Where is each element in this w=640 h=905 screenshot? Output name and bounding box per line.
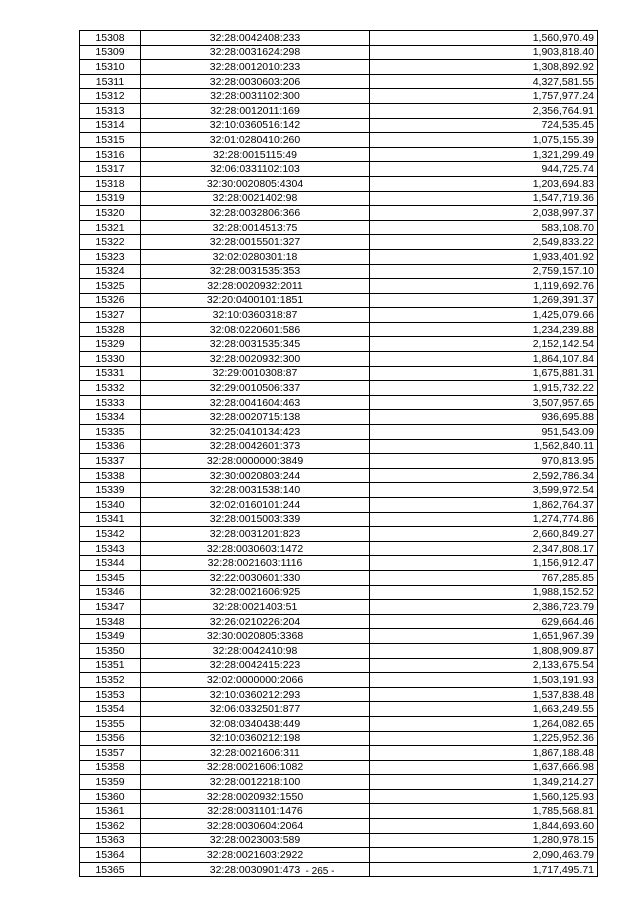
row-number-cell: 15339 — [80, 483, 141, 498]
table-row — [80, 789, 598, 804]
cadastral-value-cell: 583,108.70 — [370, 220, 598, 235]
table-row — [80, 103, 598, 118]
cadastral-number-cell: 32:28:0042601:373 — [141, 439, 370, 454]
row-number-cell: 15334 — [80, 410, 141, 425]
table-row — [80, 45, 598, 60]
table-row — [80, 804, 598, 819]
row-number-cell: 15322 — [80, 235, 141, 250]
table-row — [80, 31, 598, 46]
row-number-cell: 15328 — [80, 322, 141, 337]
table-row — [80, 760, 598, 775]
cadastral-value-cell: 1,915,732.22 — [370, 381, 598, 396]
cadastral-number-cell: 32:06:0332501:877 — [141, 702, 370, 717]
row-number-cell: 15341 — [80, 512, 141, 527]
cadastral-number-cell: 32:08:0220601:586 — [141, 322, 370, 337]
cadastral-value-cell: 970,813.95 — [370, 454, 598, 469]
cadastral-number-cell: 32:20:0400101:1851 — [141, 293, 370, 308]
row-number-cell: 15320 — [80, 206, 141, 221]
cadastral-number-cell: 32:28:0020932:2011 — [141, 279, 370, 294]
row-number-cell: 15342 — [80, 527, 141, 542]
row-number-cell: 15311 — [80, 74, 141, 89]
table-row — [80, 556, 598, 571]
cadastral-value-cell: 2,759,157.10 — [370, 264, 598, 279]
row-number-cell: 15356 — [80, 731, 141, 746]
cadastral-number-cell: 32:28:0023003:589 — [141, 833, 370, 848]
table-row — [80, 133, 598, 148]
table-row — [80, 425, 598, 440]
table-row — [80, 512, 598, 527]
cadastral-value-cell: 724,535.45 — [370, 118, 598, 133]
row-number-cell: 15331 — [80, 366, 141, 381]
row-number-cell: 15316 — [80, 147, 141, 162]
table-row — [80, 249, 598, 264]
table-row — [80, 819, 598, 834]
row-number-cell: 15350 — [80, 643, 141, 658]
cadastral-number-cell: 32:10:0360318:87 — [141, 308, 370, 323]
cadastral-number-cell: 32:28:0030604:2064 — [141, 819, 370, 834]
table-row — [80, 366, 598, 381]
cadastral-value-cell: 1,203,694.83 — [370, 176, 598, 191]
cadastral-value-cell: 1,663,249.55 — [370, 702, 598, 717]
cadastral-value-cell: 1,637,666.98 — [370, 760, 598, 775]
table-row — [80, 483, 598, 498]
row-number-cell: 15312 — [80, 89, 141, 104]
cadastral-number-cell: 32:28:0042410:98 — [141, 643, 370, 658]
table-row — [80, 527, 598, 542]
table-row — [80, 833, 598, 848]
cadastral-number-cell: 32:28:0031538:140 — [141, 483, 370, 498]
cadastral-number-cell: 32:30:0020805:4304 — [141, 176, 370, 191]
cadastral-number-cell: 32:28:0021603:1116 — [141, 556, 370, 571]
cadastral-value-cell: 2,592,786.34 — [370, 468, 598, 483]
cadastral-value-cell: 1,560,125.93 — [370, 789, 598, 804]
row-number-cell: 15310 — [80, 60, 141, 75]
table-row — [80, 600, 598, 615]
table-row — [80, 322, 598, 337]
row-number-cell: 15344 — [80, 556, 141, 571]
row-number-cell: 15338 — [80, 468, 141, 483]
table-row — [80, 337, 598, 352]
row-number-cell: 15359 — [80, 775, 141, 790]
row-number-cell: 15326 — [80, 293, 141, 308]
row-number-cell: 15357 — [80, 746, 141, 761]
cadastral-value-cell: 1,675,881.31 — [370, 366, 598, 381]
row-number-cell: 15324 — [80, 264, 141, 279]
cadastral-number-cell: 32:28:0031102:300 — [141, 89, 370, 104]
cadastral-value-cell: 1,503,191.93 — [370, 673, 598, 688]
row-number-cell: 15354 — [80, 702, 141, 717]
row-number-cell: 15335 — [80, 425, 141, 440]
cadastral-value-cell: 1,349,214.27 — [370, 775, 598, 790]
cadastral-value-cell: 2,660,849.27 — [370, 527, 598, 542]
table-row — [80, 118, 598, 133]
row-number-cell: 15313 — [80, 103, 141, 118]
cadastral-value-cell: 936,695.88 — [370, 410, 598, 425]
cadastral-number-cell: 32:28:0032806:366 — [141, 206, 370, 221]
cadastral-number-cell: 32:28:0031201:823 — [141, 527, 370, 542]
row-number-cell: 15351 — [80, 658, 141, 673]
table-row — [80, 629, 598, 644]
cadastral-number-cell: 32:28:0021402:98 — [141, 191, 370, 206]
cadastral-number-cell: 32:02:0160101:244 — [141, 498, 370, 513]
cadastral-number-cell: 32:28:0020932:1550 — [141, 789, 370, 804]
cadastral-value-cell: 1,560,970.49 — [370, 31, 598, 46]
cadastral-number-cell: 32:28:0021606:1082 — [141, 760, 370, 775]
row-number-cell: 15336 — [80, 439, 141, 454]
cadastral-number-cell: 32:28:0020715:138 — [141, 410, 370, 425]
table-row — [80, 673, 598, 688]
cadastral-number-cell: 32:29:0010308:87 — [141, 366, 370, 381]
table-row — [80, 643, 598, 658]
cadastral-number-cell: 32:10:0360516:142 — [141, 118, 370, 133]
row-number-cell: 15333 — [80, 395, 141, 410]
table-row — [80, 687, 598, 702]
row-number-cell: 15343 — [80, 541, 141, 556]
table-row — [80, 454, 598, 469]
table-row — [80, 60, 598, 75]
cadastral-value-cell: 2,090,463.79 — [370, 848, 598, 863]
cadastral-number-cell: 32:10:0360212:198 — [141, 731, 370, 746]
table-row — [80, 191, 598, 206]
table-row — [80, 381, 598, 396]
cadastral-number-cell: 32:30:0020805:3368 — [141, 629, 370, 644]
cadastral-value-cell: 1,280,978.15 — [370, 833, 598, 848]
cadastral-number-cell: 32:28:0021606:925 — [141, 585, 370, 600]
cadastral-number-cell: 32:28:0012011:169 — [141, 103, 370, 118]
table-row — [80, 848, 598, 863]
cadastral-number-cell: 32:02:0000000:2066 — [141, 673, 370, 688]
cadastral-number-cell: 32:28:0015115:49 — [141, 147, 370, 162]
table-body — [80, 31, 598, 877]
row-number-cell: 15323 — [80, 249, 141, 264]
cadastral-value-cell: 1,234,239.88 — [370, 322, 598, 337]
cadastral-number-cell: 32:28:0031535:345 — [141, 337, 370, 352]
cadastral-value-cell: 1,903,818.40 — [370, 45, 598, 60]
cadastral-value-cell: 944,725.74 — [370, 162, 598, 177]
table-row — [80, 498, 598, 513]
registry-sheet — [79, 30, 598, 877]
cadastral-number-cell: 32:28:0021403:51 — [141, 600, 370, 615]
cadastral-number-cell: 32:22:0030601:330 — [141, 570, 370, 585]
row-number-cell: 15355 — [80, 716, 141, 731]
cadastral-value-cell: 1,308,892.92 — [370, 60, 598, 75]
table-row — [80, 439, 598, 454]
cadastral-value-cell: 1,808,909.87 — [370, 643, 598, 658]
cadastral-number-cell: 32:28:0030603:1472 — [141, 541, 370, 556]
cadastral-number-cell: 32:28:0042415:223 — [141, 658, 370, 673]
cadastral-number-cell: 32:28:0031101:1476 — [141, 804, 370, 819]
cadastral-value-cell: 2,038,997.37 — [370, 206, 598, 221]
row-number-cell: 15364 — [80, 848, 141, 863]
row-number-cell: 15321 — [80, 220, 141, 235]
cadastral-value-cell: 1,785,568.81 — [370, 804, 598, 819]
cadastral-number-cell: 32:28:0031535:353 — [141, 264, 370, 279]
row-number-cell: 15330 — [80, 352, 141, 367]
table-row — [80, 74, 598, 89]
table-row — [80, 264, 598, 279]
row-number-cell: 15309 — [80, 45, 141, 60]
row-number-cell: 15353 — [80, 687, 141, 702]
row-number-cell: 15332 — [80, 381, 141, 396]
cadastral-number-cell: 32:26:0210226:204 — [141, 614, 370, 629]
cadastral-number-cell: 32:28:0031624:298 — [141, 45, 370, 60]
cadastral-number-cell: 32:28:0041604:463 — [141, 395, 370, 410]
table-row — [80, 570, 598, 585]
row-number-cell: 15346 — [80, 585, 141, 600]
cadastral-value-cell: 1,844,693.60 — [370, 819, 598, 834]
cadastral-number-cell: 32:28:0015003:339 — [141, 512, 370, 527]
table-row — [80, 308, 598, 323]
table-row — [80, 614, 598, 629]
cadastral-number-cell: 32:28:0021603:2922 — [141, 848, 370, 863]
table-row — [80, 775, 598, 790]
table-row — [80, 541, 598, 556]
cadastral-number-cell: 32:28:0012010:233 — [141, 60, 370, 75]
cadastral-value-cell: 2,152,142.54 — [370, 337, 598, 352]
page-number: - 265 - — [305, 866, 335, 877]
cadastral-value-cell: 2,133,675.54 — [370, 658, 598, 673]
cadastral-value-cell: 1,562,840.11 — [370, 439, 598, 454]
row-number-cell: 15329 — [80, 337, 141, 352]
cadastral-value-cell: 1,867,188.48 — [370, 746, 598, 761]
cadastral-value-cell: 2,386,723.79 — [370, 600, 598, 615]
table-row — [80, 410, 598, 425]
row-number-cell: 15347 — [80, 600, 141, 615]
table-row — [80, 220, 598, 235]
cadastral-number-cell: 32:10:0360212:293 — [141, 687, 370, 702]
cadastral-number-cell: 32:28:0030901:473 — [141, 862, 370, 877]
cadastral-number-cell: 32:28:0020932:300 — [141, 352, 370, 367]
cadastral-value-cell: 1,425,079.66 — [370, 308, 598, 323]
table-row — [80, 147, 598, 162]
row-number-cell: 15340 — [80, 498, 141, 513]
cadastral-value-table — [79, 30, 598, 877]
row-number-cell: 15308 — [80, 31, 141, 46]
cadastral-value-cell: 2,549,833.22 — [370, 235, 598, 250]
table-row — [80, 176, 598, 191]
row-number-cell: 15318 — [80, 176, 141, 191]
cadastral-value-cell: 1,547,719.36 — [370, 191, 598, 206]
cadastral-number-cell: 32:06:0331102:103 — [141, 162, 370, 177]
cadastral-value-cell: 4,327,581.55 — [370, 74, 598, 89]
cadastral-value-cell: 1,264,082.65 — [370, 716, 598, 731]
cadastral-value-cell: 2,356,764.91 — [370, 103, 598, 118]
cadastral-value-cell: 1,537,838.48 — [370, 687, 598, 702]
cadastral-value-cell: 951,543.09 — [370, 425, 598, 440]
cadastral-value-cell: 1,321,299.49 — [370, 147, 598, 162]
cadastral-value-cell: 3,599,972.54 — [370, 483, 598, 498]
table-row — [80, 702, 598, 717]
table-row — [80, 235, 598, 250]
row-number-cell: 15317 — [80, 162, 141, 177]
cadastral-value-cell: 1,156,912.47 — [370, 556, 598, 571]
row-number-cell: 15363 — [80, 833, 141, 848]
cadastral-value-cell: 767,285.85 — [370, 570, 598, 585]
cadastral-number-cell: 32:28:0000000:3849 — [141, 454, 370, 469]
table-row — [80, 293, 598, 308]
row-number-cell: 15365 — [80, 862, 141, 877]
table-row — [80, 658, 598, 673]
table-row — [80, 352, 598, 367]
row-number-cell: 15352 — [80, 673, 141, 688]
table-row — [80, 716, 598, 731]
row-number-cell: 15315 — [80, 133, 141, 148]
cadastral-number-cell: 32:28:0015501:327 — [141, 235, 370, 250]
cadastral-value-cell: 1,988,152.52 — [370, 585, 598, 600]
cadastral-value-cell: 1,269,391.37 — [370, 293, 598, 308]
cadastral-value-cell: 1,864,107.84 — [370, 352, 598, 367]
table-row — [80, 279, 598, 294]
row-number-cell: 15360 — [80, 789, 141, 804]
table-row — [80, 746, 598, 761]
row-number-cell: 15348 — [80, 614, 141, 629]
cadastral-number-cell: 32:08:0340438:449 — [141, 716, 370, 731]
cadastral-value-cell: 1,075,155.39 — [370, 133, 598, 148]
cadastral-value-cell: 1,862,764.37 — [370, 498, 598, 513]
cadastral-number-cell: 32:30:0020803:244 — [141, 468, 370, 483]
cadastral-value-cell: 1,274,774.86 — [370, 512, 598, 527]
cadastral-value-cell: 3,507,957.65 — [370, 395, 598, 410]
row-number-cell: 15325 — [80, 279, 141, 294]
cadastral-number-cell: 32:01:0280410:260 — [141, 133, 370, 148]
row-number-cell: 15349 — [80, 629, 141, 644]
table-row — [80, 731, 598, 746]
cadastral-number-cell: 32:28:0021606:311 — [141, 746, 370, 761]
row-number-cell: 15314 — [80, 118, 141, 133]
cadastral-number-cell: 32:28:0012218:100 — [141, 775, 370, 790]
cadastral-value-cell: 1,933,401.92 — [370, 249, 598, 264]
cadastral-value-cell: 629,664.46 — [370, 614, 598, 629]
row-number-cell: 15319 — [80, 191, 141, 206]
cadastral-value-cell: 2,347,808.17 — [370, 541, 598, 556]
table-row — [80, 585, 598, 600]
cadastral-number-cell: 32:02:0280301:18 — [141, 249, 370, 264]
row-number-cell: 15358 — [80, 760, 141, 775]
table-row — [80, 162, 598, 177]
cadastral-value-cell: 1,717,495.71 — [370, 862, 598, 877]
cadastral-number-cell: 32:29:0010506:337 — [141, 381, 370, 396]
cadastral-value-cell: 1,119,692.76 — [370, 279, 598, 294]
cadastral-number-cell: 32:28:0042408:233 — [141, 31, 370, 46]
cadastral-number-cell: 32:28:0030603:206 — [141, 74, 370, 89]
cadastral-number-cell: 32:25:0410134:423 — [141, 425, 370, 440]
row-number-cell: 15362 — [80, 819, 141, 834]
cadastral-value-cell: 1,757,977.24 — [370, 89, 598, 104]
table-row — [80, 89, 598, 104]
row-number-cell: 15361 — [80, 804, 141, 819]
row-number-cell: 15345 — [80, 570, 141, 585]
row-number-cell: 15337 — [80, 454, 141, 469]
table-row — [80, 206, 598, 221]
table-row — [80, 395, 598, 410]
table-row — [80, 468, 598, 483]
cadastral-value-cell: 1,651,967.39 — [370, 629, 598, 644]
cadastral-number-cell: 32:28:0014513:75 — [141, 220, 370, 235]
row-number-cell: 15327 — [80, 308, 141, 323]
cadastral-value-cell: 1,225,952.36 — [370, 731, 598, 746]
